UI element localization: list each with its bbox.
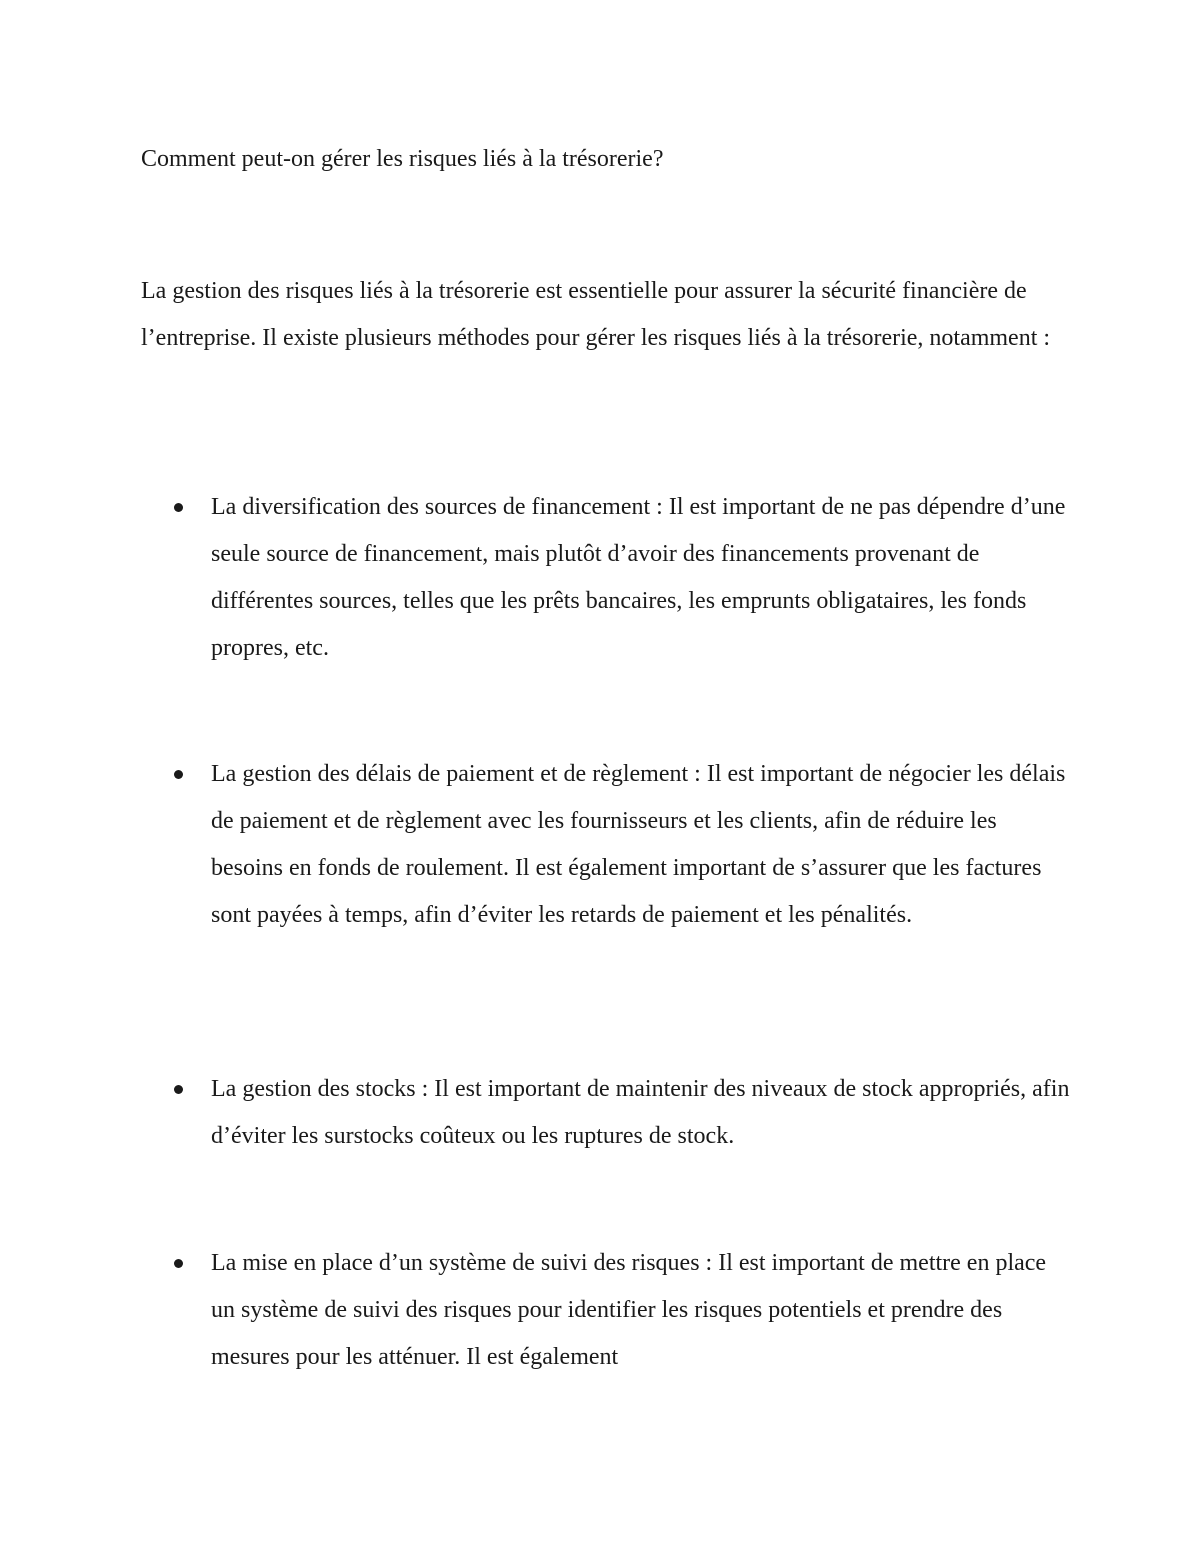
bullet-icon xyxy=(174,770,183,779)
intro-paragraph: La gestion des risques liés à la trésorerie est essentielle pour assurer la sécurité financière de l’entreprise. Il existe plusieurs méthodes pour gérer les risques liés à la trésorerie, notamment : xyxy=(141,278,1051,351)
bullet-text: La mise en place d’un système de suivi des risques : Il est important de mettre en place un système de suivi des risques pour identifier les risques potentiels et prendre des mesures pour les atténuer. Il est également xyxy=(211,1250,1047,1370)
list-item xyxy=(211,1066,1071,1160)
bullet-icon xyxy=(174,503,183,512)
document-title: Comment peut-on gérer les risques liés à la trésorerie? xyxy=(141,146,664,172)
list-item xyxy=(211,484,1071,672)
bullet-text: La gestion des délais de paiement et de règlement : Il est important de négocier les délais de paiement et de règlement avec les fournisseurs et les clients, afin de réduire les besoins en fonds de roulement. Il est également important de s’assurer que les factures sont payées à temps, afin d’éviter les retards de paiement et les pénalités. xyxy=(211,761,1066,928)
list-item xyxy=(211,751,1071,939)
bullet-icon xyxy=(174,1259,183,1268)
bullet-icon xyxy=(174,1085,183,1094)
bullet-text: La diversification des sources de financement : Il est important de ne pas dépendre d’une seule source de financement, mais plutôt d’avoir des financements provenant de différentes sources, telles que les prêts bancaires, les emprunts obligataires, les fonds propres, etc. xyxy=(211,494,1066,661)
bullet-text: La gestion des stocks : Il est important de maintenir des niveaux de stock appropriés, afin d’éviter les surstocks coûteux ou les ruptures de stock. xyxy=(211,1076,1070,1149)
list-item xyxy=(211,1240,1071,1381)
